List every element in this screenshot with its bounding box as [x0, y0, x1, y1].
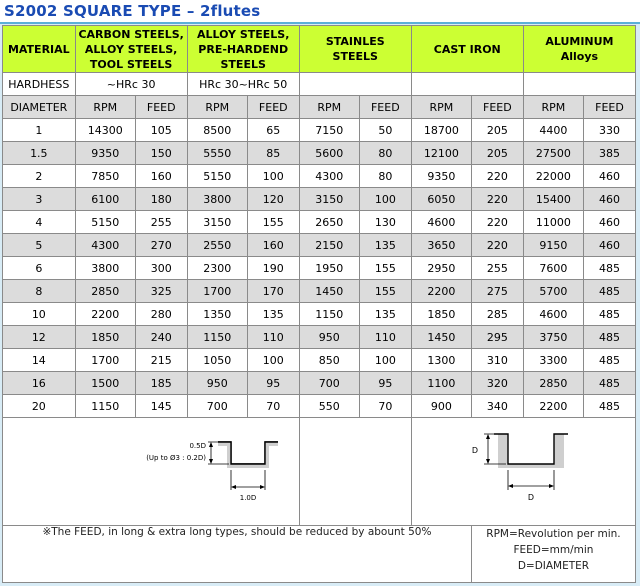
feed-cell: 130 [359, 211, 411, 234]
feed-cell: 155 [359, 280, 411, 303]
feed-cell: 205 [471, 119, 523, 142]
feed-cell: 145 [135, 395, 187, 418]
feed-cell: 460 [583, 211, 635, 234]
feed-cell: 80 [359, 142, 411, 165]
rpm-cell: 12100 [411, 142, 471, 165]
rpm-cell: 3300 [523, 349, 583, 372]
rpm-cell: 1700 [187, 280, 247, 303]
feed-header: FEED [135, 96, 187, 119]
hardness-value: HRc 30~HRc 50 [187, 73, 299, 96]
rpm-cell: 8500 [187, 119, 247, 142]
rpm-header: RPM [523, 96, 583, 119]
feed-header: FEED [359, 96, 411, 119]
rpm-cell: 950 [187, 372, 247, 395]
feed-cell: 100 [247, 165, 299, 188]
feed-cell: 100 [359, 188, 411, 211]
table-row [3, 257, 636, 280]
cutting-conditions-table [2, 25, 636, 583]
feed-cell: 70 [359, 395, 411, 418]
rpm-cell: 850 [299, 349, 359, 372]
feed-cell: 295 [471, 326, 523, 349]
legend-diameter: D=DIAMETER [517, 560, 590, 572]
feed-cell: 330 [583, 119, 635, 142]
diameter-cell: 6 [3, 257, 76, 280]
table-row [3, 326, 636, 349]
diagram-right-cell [411, 418, 635, 526]
feed-cell: 485 [583, 372, 635, 395]
table-row [3, 395, 636, 418]
feed-cell: 485 [583, 349, 635, 372]
diameter-cell: 3 [3, 188, 76, 211]
hardness-value: ~HRc 30 [75, 73, 187, 96]
diameter-header: DIAMETER [3, 96, 76, 119]
legend-feed: FEED=mm/min [513, 544, 594, 556]
feed-cell: 110 [359, 326, 411, 349]
rpm-cell: 3650 [411, 234, 471, 257]
feed-cell: 285 [471, 303, 523, 326]
rpm-header: RPM [75, 96, 135, 119]
table-row [3, 188, 636, 211]
rpm-cell: 1500 [75, 372, 135, 395]
feed-cell: 220 [471, 211, 523, 234]
rpm-cell: 18700 [411, 119, 471, 142]
rpm-cell: 2950 [411, 257, 471, 280]
feed-cell: 220 [471, 234, 523, 257]
feed-cell: 385 [583, 142, 635, 165]
feed-cell: 255 [471, 257, 523, 280]
feed-cell: 65 [247, 119, 299, 142]
rpm-cell: 6100 [75, 188, 135, 211]
diameter-cell: 2 [3, 165, 76, 188]
feed-cell: 460 [583, 188, 635, 211]
legend [471, 526, 635, 583]
group-header-alloy: ALLOY STEELS, PRE-HARDEND STEELS [187, 26, 299, 73]
feed-cell: 70 [247, 395, 299, 418]
feed-cell: 485 [583, 395, 635, 418]
diagram-left-cell [3, 418, 300, 526]
rpm-cell: 7150 [299, 119, 359, 142]
diagram-row [3, 418, 636, 526]
feed-cell: 190 [247, 257, 299, 280]
rpm-cell: 5700 [523, 280, 583, 303]
page-title: S2002 SQUARE TYPE – 2flutes [4, 2, 261, 20]
rpm-cell: 1100 [411, 372, 471, 395]
rpm-cell: 9350 [411, 165, 471, 188]
feed-cell: 95 [247, 372, 299, 395]
slot-diagram-full-depth [418, 418, 628, 522]
rpm-cell: 4400 [523, 119, 583, 142]
feed-cell: 50 [359, 119, 411, 142]
rpm-cell: 3150 [299, 188, 359, 211]
slot-diagram-half-depth [3, 418, 299, 522]
diagram-spacer-cell [299, 418, 411, 526]
feed-cell: 160 [135, 165, 187, 188]
width-label: D [528, 493, 535, 502]
feed-cell: 485 [583, 280, 635, 303]
group-header-stainless: STAINLES STEELS [299, 26, 411, 73]
rpm-header: RPM [411, 96, 471, 119]
diameter-cell: 5 [3, 234, 76, 257]
rpm-cell: 6050 [411, 188, 471, 211]
diameter-cell: 1.5 [3, 142, 76, 165]
group-header-carbon: CARBON STEELS, ALLOY STEELS, TOOL STEELS [75, 26, 187, 73]
table-row [3, 142, 636, 165]
feed-cell: 170 [247, 280, 299, 303]
hardness-label: HARDHESS [3, 73, 76, 96]
rpm-cell: 1300 [411, 349, 471, 372]
diameter-cell: 16 [3, 372, 76, 395]
diameter-cell: 10 [3, 303, 76, 326]
hardness-row [3, 73, 636, 96]
rpm-cell: 2650 [299, 211, 359, 234]
diameter-cell: 20 [3, 395, 76, 418]
rpm-cell: 1850 [75, 326, 135, 349]
rpm-cell: 1150 [187, 326, 247, 349]
feed-cell: 110 [247, 326, 299, 349]
hardness-value [523, 73, 635, 96]
rpm-cell: 3150 [187, 211, 247, 234]
diameter-cell: 14 [3, 349, 76, 372]
legend-rpm: RPM=Revolution per min. [486, 528, 621, 540]
feed-header: FEED [247, 96, 299, 119]
rpm-cell: 1700 [75, 349, 135, 372]
feed-cell: 100 [359, 349, 411, 372]
rpm-cell: 700 [299, 372, 359, 395]
table-row [3, 349, 636, 372]
table-row [3, 234, 636, 257]
rpm-cell: 2200 [411, 280, 471, 303]
table-row [3, 372, 636, 395]
feed-cell: 205 [471, 142, 523, 165]
rpm-cell: 4600 [411, 211, 471, 234]
rpm-cell: 5150 [187, 165, 247, 188]
diameter-cell: 4 [3, 211, 76, 234]
feed-cell: 155 [247, 211, 299, 234]
rpm-cell: 550 [299, 395, 359, 418]
feed-cell: 280 [135, 303, 187, 326]
feed-cell: 185 [135, 372, 187, 395]
width-label: 1.0D [239, 494, 257, 502]
rpm-header: RPM [299, 96, 359, 119]
feed-cell: 340 [471, 395, 523, 418]
rpm-cell: 3750 [523, 326, 583, 349]
feed-note: ※The FEED, in long & extra long types, should be reduced by abount 50% [3, 526, 472, 583]
rpm-cell: 1150 [299, 303, 359, 326]
feed-cell: 80 [359, 165, 411, 188]
table-body [3, 119, 636, 418]
rpm-cell: 4600 [523, 303, 583, 326]
rpm-cell: 5600 [299, 142, 359, 165]
feed-cell: 275 [471, 280, 523, 303]
material-header: MATERIAL [3, 26, 76, 73]
feed-cell: 85 [247, 142, 299, 165]
table-row [3, 165, 636, 188]
rpm-cell: 14300 [75, 119, 135, 142]
feed-cell: 95 [359, 372, 411, 395]
rpm-cell: 900 [411, 395, 471, 418]
feed-cell: 320 [471, 372, 523, 395]
notes-row [3, 526, 636, 583]
feed-header: FEED [583, 96, 635, 119]
rpm-cell: 2200 [523, 395, 583, 418]
rpm-cell: 4300 [75, 234, 135, 257]
rpm-header: RPM [187, 96, 247, 119]
depth-note: (Up to Ø3 : 0.2D) [146, 454, 206, 462]
rpm-cell: 9150 [523, 234, 583, 257]
rpm-cell: 2550 [187, 234, 247, 257]
feed-cell: 485 [583, 303, 635, 326]
rpm-cell: 1050 [187, 349, 247, 372]
rpm-cell: 1950 [299, 257, 359, 280]
feed-cell: 325 [135, 280, 187, 303]
rpm-cell: 2850 [75, 280, 135, 303]
hardness-value [411, 73, 523, 96]
rpm-cell: 3800 [187, 188, 247, 211]
feed-cell: 220 [471, 188, 523, 211]
table-row [3, 280, 636, 303]
rpm-cell: 5550 [187, 142, 247, 165]
feed-cell: 220 [471, 165, 523, 188]
rpm-cell: 2200 [75, 303, 135, 326]
rpm-cell: 950 [299, 326, 359, 349]
rpm-cell: 22000 [523, 165, 583, 188]
rpm-cell: 1850 [411, 303, 471, 326]
feed-cell: 460 [583, 234, 635, 257]
feed-cell: 180 [135, 188, 187, 211]
rpm-cell: 15400 [523, 188, 583, 211]
feed-cell: 310 [471, 349, 523, 372]
subheader-row [3, 96, 636, 119]
rpm-cell: 27500 [523, 142, 583, 165]
diameter-cell: 1 [3, 119, 76, 142]
rpm-cell: 2850 [523, 372, 583, 395]
rpm-cell: 4300 [299, 165, 359, 188]
feed-cell: 155 [359, 257, 411, 280]
table-row [3, 211, 636, 234]
depth-label: D [472, 446, 479, 455]
rpm-cell: 3800 [75, 257, 135, 280]
feed-cell: 270 [135, 234, 187, 257]
feed-cell: 120 [247, 188, 299, 211]
feed-cell: 485 [583, 257, 635, 280]
feed-cell: 215 [135, 349, 187, 372]
feed-cell: 135 [359, 303, 411, 326]
rpm-cell: 7850 [75, 165, 135, 188]
table-row [3, 303, 636, 326]
rpm-cell: 2150 [299, 234, 359, 257]
diameter-cell: 12 [3, 326, 76, 349]
diameter-cell: 8 [3, 280, 76, 303]
feed-cell: 460 [583, 165, 635, 188]
group-header-aluminum: ALUMINUM Alloys [523, 26, 635, 73]
rpm-cell: 1350 [187, 303, 247, 326]
group-header-cast-iron: CAST IRON [411, 26, 523, 73]
feed-cell: 150 [135, 142, 187, 165]
rpm-cell: 11000 [523, 211, 583, 234]
rpm-cell: 7600 [523, 257, 583, 280]
rpm-cell: 2300 [187, 257, 247, 280]
feed-cell: 160 [247, 234, 299, 257]
header-row [3, 26, 636, 73]
feed-cell: 240 [135, 326, 187, 349]
feed-cell: 300 [135, 257, 187, 280]
rpm-cell: 1150 [75, 395, 135, 418]
feed-header: FEED [471, 96, 523, 119]
feed-cell: 100 [247, 349, 299, 372]
feed-cell: 135 [247, 303, 299, 326]
rpm-cell: 1450 [299, 280, 359, 303]
table-row [3, 119, 636, 142]
rpm-cell: 1450 [411, 326, 471, 349]
feed-cell: 135 [359, 234, 411, 257]
feed-cell: 485 [583, 326, 635, 349]
feed-cell: 105 [135, 119, 187, 142]
rpm-cell: 9350 [75, 142, 135, 165]
feed-cell: 255 [135, 211, 187, 234]
depth-label: 0.5D [189, 442, 206, 450]
rpm-cell: 5150 [75, 211, 135, 234]
hardness-value [299, 73, 411, 96]
rpm-cell: 700 [187, 395, 247, 418]
